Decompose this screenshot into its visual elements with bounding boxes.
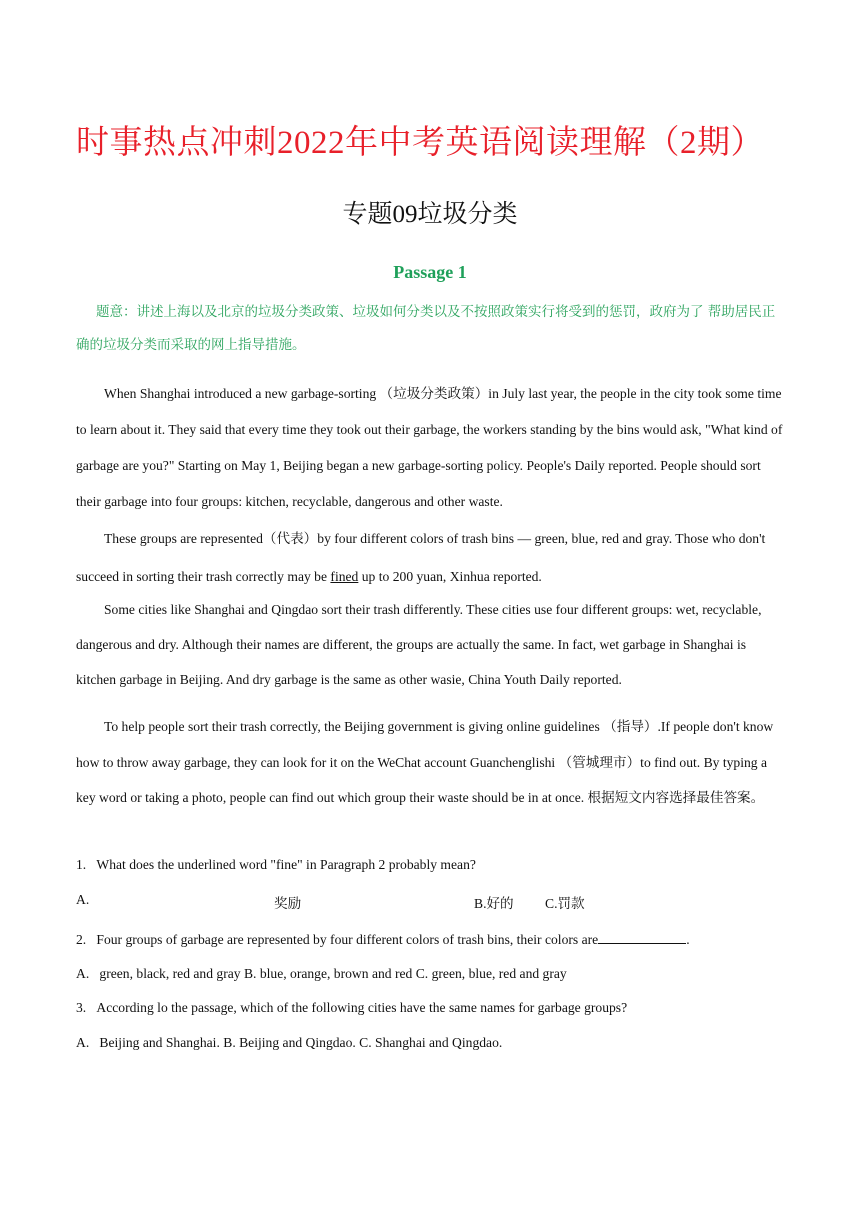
paragraph-1: When Shanghai introduced a new garbage-sorting （垃圾分类政策）in July last year, the people in the city took some time to learn about it. They said that every time they took out their garbage, the workers standing by the bins would ask, "What kind of garbage are you?" Starting on May 1, Beijing began a new garbage-sorting policy. People's Daily reported. People should sort their garbage into four groups: kitchen, recyclable, dangerous and other waste.: [76, 386, 783, 509]
paragraph-4: To help people sort their trash correctly, the Beijing government is giving online guidelines （指导）.If people don't know how to throw away garbage, they can look for it on the WeChat account Guanchenglishi （管城理市）to find out. By typing a key word or taking a photo, people can find out which group their waste should be in at once. 根据短文内容选择最佳答案。: [76, 719, 774, 805]
passage-label: Passage 1: [393, 262, 467, 282]
question-2: [76, 931, 690, 948]
page-subtitle: 专题09垃圾分类: [342, 201, 518, 228]
page-title: 时事热点冲刺2022年中考英语阅读理解（2期）: [76, 125, 764, 161]
paragraph-2-after: up to 200 yuan, Xinhua reported.: [358, 569, 542, 584]
question-3: 3. According lo the passage, which of the following cities have the same names for garbage groups?: [76, 1000, 628, 1015]
underlined-word-fined: fined: [330, 569, 359, 584]
question-3-options: A. Beijing and Shanghai. B. Beijing and Qingdao. C. Shanghai and Qingdao.: [76, 1035, 503, 1050]
question-1-option-c: C.罚款: [545, 896, 585, 911]
paragraph-3: Some cities like Shanghai and Qingdao sort their trash differently. These cities use four different groups: wet, recyclable, dangerous and dry. Although their names are different, the groups are actually the same. In fact, wet garbage in Shanghai is kitchen garbage in Beijing. And dry garbage is the same as other wasie, China Youth Daily reported.: [76, 602, 762, 687]
question-1-option-b: B.好的: [474, 896, 514, 911]
answer-blank: [598, 931, 686, 944]
paragraph-2-before: These groups are represented（代表）by four different colors of trash bins — green, blue, red and gray. Those who don't succeed in sorting their trash correctly may be: [76, 531, 766, 584]
paragraph-2: [76, 520, 788, 596]
passage-summary: 题意：讲述上海以及北京的垃圾分类政策、垃圾如何分类以及不按照政策实行将受到的惩罚，政府为了 帮助居民正确的垃圾分类而采取的网上指导措施。: [76, 304, 776, 353]
question-2-end: .: [686, 932, 690, 947]
question-1-option-a-text: 奖励: [274, 896, 302, 911]
question-1: 1. What does the underlined word "fine" in Paragraph 2 probably mean?: [76, 857, 476, 872]
question-1-option-a-label: A.: [76, 892, 90, 907]
question-2-text: 2. Four groups of garbage are represented by four different colors of trash bins, their colors are: [76, 932, 599, 947]
question-2-options: A. green, black, red and gray B. blue, orange, brown and red C. green, blue, red and gray: [76, 966, 567, 981]
